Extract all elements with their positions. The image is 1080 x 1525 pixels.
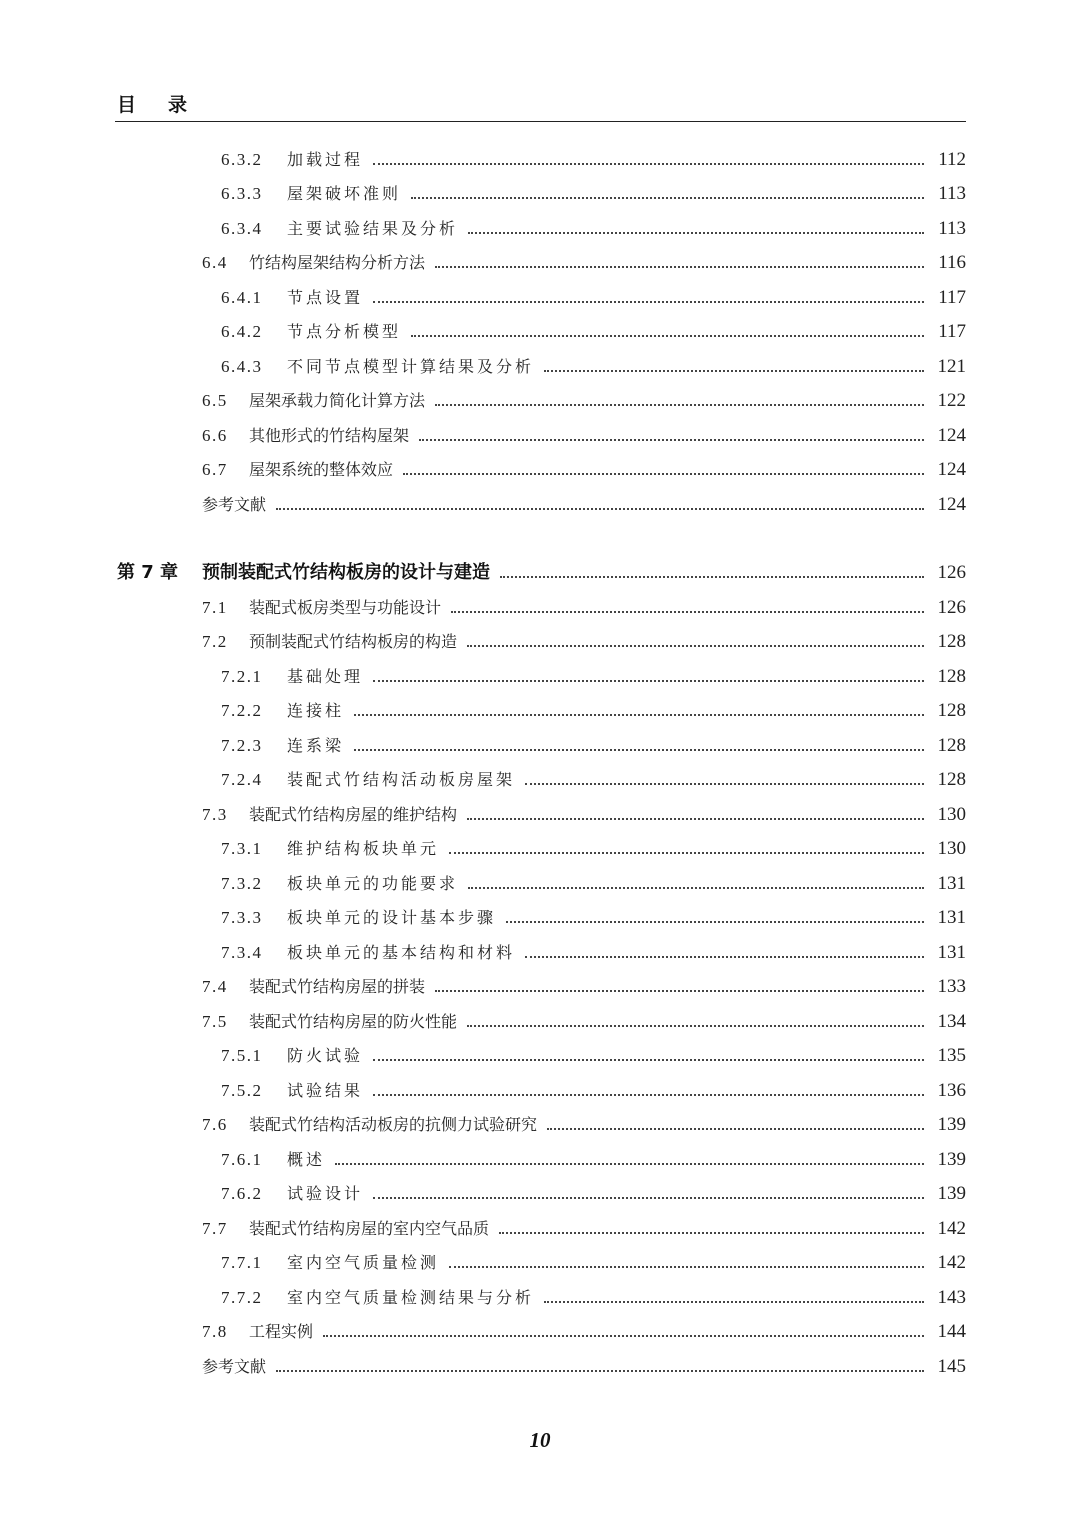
dot-leader bbox=[354, 714, 924, 716]
section-number: 7.2.3 bbox=[221, 736, 263, 755]
page-number: 142 bbox=[937, 1218, 966, 1239]
dot-leader bbox=[451, 611, 924, 613]
section-title: 主要试验结果及分析 bbox=[287, 219, 459, 238]
page-number: 126 bbox=[937, 562, 966, 583]
section-number: 6.3.3 bbox=[221, 184, 263, 203]
section-title: 试验设计 bbox=[287, 1184, 364, 1203]
header-divider bbox=[115, 121, 966, 122]
section-title: 板块单元的功能要求 bbox=[287, 874, 459, 893]
toc-entry-7-3-1[interactable] bbox=[221, 831, 966, 861]
section-title: 装配式竹结构房屋的室内空气品质 bbox=[249, 1219, 490, 1238]
page-number: 135 bbox=[937, 1045, 966, 1066]
dot-leader bbox=[373, 1197, 924, 1199]
section-title: 其他形式的竹结构屋架 bbox=[249, 426, 410, 445]
dot-leader bbox=[335, 1163, 924, 1165]
section-number: 6.4 bbox=[202, 253, 228, 272]
section-number: 6.4.3 bbox=[221, 357, 263, 376]
page-number: 139 bbox=[937, 1114, 966, 1135]
page-header-title: 目录 bbox=[117, 94, 220, 116]
page-number: 133 bbox=[937, 976, 966, 997]
dot-leader bbox=[499, 1232, 924, 1234]
toc-entry-7-3-2[interactable] bbox=[221, 866, 966, 896]
section-title: 试验结果 bbox=[287, 1081, 364, 1100]
section-number: 7.6.2 bbox=[221, 1184, 263, 1203]
section-title: 屋架承载力简化计算方法 bbox=[249, 391, 426, 410]
section-title: 屋架系统的整体效应 bbox=[249, 460, 394, 479]
chapter-number: 第 7 章 bbox=[117, 562, 179, 583]
page-number: 128 bbox=[937, 666, 966, 687]
toc-entry-7-6-2[interactable] bbox=[221, 1176, 966, 1206]
section-title: 板块单元的设计基本步骤 bbox=[287, 908, 497, 927]
section-number: 6.3.4 bbox=[221, 219, 263, 238]
dot-leader bbox=[449, 852, 924, 854]
page-number: 128 bbox=[937, 700, 966, 721]
section-number: 7.5 bbox=[202, 1012, 228, 1031]
toc-entry-6-7[interactable] bbox=[202, 452, 966, 482]
dot-leader bbox=[506, 921, 924, 923]
dot-leader bbox=[544, 370, 924, 372]
section-number: 7.3.3 bbox=[221, 908, 263, 927]
section-title: 装配式竹结构房屋的拼装 bbox=[249, 977, 426, 996]
dot-leader bbox=[435, 404, 924, 406]
page-number: 134 bbox=[937, 1011, 966, 1032]
page-number: 131 bbox=[937, 873, 966, 894]
section-title: 连接柱 bbox=[287, 701, 345, 720]
section-number: 7.3.4 bbox=[221, 943, 263, 962]
page-number: 124 bbox=[937, 425, 966, 446]
dot-leader bbox=[373, 680, 924, 682]
page-number: 130 bbox=[937, 804, 966, 825]
footer-page-number: 10 bbox=[529, 1428, 551, 1452]
section-number: 6.6 bbox=[202, 426, 228, 445]
page-number: 128 bbox=[937, 735, 966, 756]
toc-entry-7-2-3[interactable] bbox=[221, 728, 966, 758]
page-number: 130 bbox=[937, 838, 966, 859]
dot-leader bbox=[373, 1059, 924, 1061]
page-number: 126 bbox=[937, 597, 966, 618]
toc-entry-7-2-2[interactable] bbox=[221, 693, 966, 723]
section-number: 6.7 bbox=[202, 460, 228, 479]
toc-entry-chapter-7[interactable] bbox=[117, 555, 966, 585]
section-title: 概述 bbox=[287, 1150, 326, 1169]
dot-leader bbox=[435, 990, 924, 992]
dot-leader bbox=[411, 335, 924, 337]
page-number: 139 bbox=[937, 1183, 966, 1204]
section-title: 维护结构板块单元 bbox=[287, 839, 440, 858]
dot-leader bbox=[276, 508, 924, 510]
section-number: 7.3 bbox=[202, 805, 228, 824]
dot-leader bbox=[323, 1335, 924, 1337]
toc-entry-6-4[interactable] bbox=[202, 245, 966, 275]
section-number: 7.3.1 bbox=[221, 839, 263, 858]
dot-leader bbox=[467, 818, 924, 820]
page-number: 136 bbox=[937, 1080, 966, 1101]
section-number: 7.1 bbox=[202, 598, 228, 617]
page-number: 122 bbox=[937, 390, 966, 411]
page-number: 124 bbox=[937, 494, 966, 515]
toc-entry-7-4[interactable] bbox=[202, 969, 966, 999]
dot-leader bbox=[373, 1094, 924, 1096]
section-title: 工程实例 bbox=[249, 1322, 314, 1341]
toc-entry-7-3-4[interactable] bbox=[221, 935, 966, 965]
toc-entry-6-4-2[interactable] bbox=[221, 314, 966, 344]
dot-leader bbox=[467, 645, 924, 647]
dot-leader bbox=[373, 301, 924, 303]
dot-leader bbox=[525, 956, 924, 958]
toc-entry-references-ch6[interactable] bbox=[202, 487, 966, 517]
toc-entry-6-4-1[interactable] bbox=[221, 280, 966, 310]
section-number: 7.8 bbox=[202, 1322, 228, 1341]
toc-entry-7-6[interactable] bbox=[202, 1107, 966, 1137]
section-title: 竹结构屋架结构分析方法 bbox=[249, 253, 426, 272]
dot-leader bbox=[500, 576, 924, 578]
section-number: 7.2.2 bbox=[221, 701, 263, 720]
dot-leader bbox=[468, 887, 924, 889]
section-number: 7.2.1 bbox=[221, 667, 263, 686]
section-number: 6.5 bbox=[202, 391, 228, 410]
section-title: 装配式竹结构活动板房的抗侧力试验研究 bbox=[249, 1115, 538, 1134]
toc-entry-7-2-1[interactable] bbox=[221, 659, 966, 689]
section-number: 7.7.1 bbox=[221, 1253, 263, 1272]
section-number: 7.6 bbox=[202, 1115, 228, 1134]
toc-entry-7-3[interactable] bbox=[202, 797, 966, 827]
toc-entry-6-3-2[interactable] bbox=[221, 142, 966, 172]
section-number: 7.6.1 bbox=[221, 1150, 263, 1169]
dot-leader bbox=[435, 266, 924, 268]
section-title: 不同节点模型计算结果及分析 bbox=[287, 357, 535, 376]
section-number: 7.3.2 bbox=[221, 874, 263, 893]
toc-entry-7-6-1[interactable] bbox=[221, 1142, 966, 1172]
toc-entry-7-5-1[interactable] bbox=[221, 1038, 966, 1068]
dot-leader bbox=[544, 1301, 924, 1303]
section-title: 基础处理 bbox=[287, 667, 364, 686]
section-title: 加载过程 bbox=[287, 150, 364, 169]
section-title: 装配式竹结构房屋的防火性能 bbox=[249, 1012, 458, 1031]
page-number: 112 bbox=[938, 149, 966, 170]
toc-entry-7-5-2[interactable] bbox=[221, 1073, 966, 1103]
page-number: 113 bbox=[938, 218, 966, 239]
section-title: 板块单元的基本结构和材料 bbox=[287, 943, 516, 962]
section-number: 7.5.2 bbox=[221, 1081, 263, 1100]
page-number: 145 bbox=[937, 1356, 966, 1377]
section-title: 参考文献 bbox=[202, 1357, 267, 1376]
toc-entry-6-5[interactable] bbox=[202, 383, 966, 413]
toc-entry-6-6[interactable] bbox=[202, 418, 966, 448]
page-number: 113 bbox=[938, 183, 966, 204]
page-number: 131 bbox=[937, 942, 966, 963]
dot-leader bbox=[449, 1266, 924, 1268]
dot-leader bbox=[411, 197, 924, 199]
section-number: 7.7.2 bbox=[221, 1288, 263, 1307]
section-number: 7.2 bbox=[202, 632, 228, 651]
dot-leader bbox=[403, 473, 924, 475]
section-number: 7.7 bbox=[202, 1219, 228, 1238]
toc-entry-7-7-1[interactable] bbox=[221, 1245, 966, 1275]
page-number: 117 bbox=[938, 287, 966, 308]
page-number: 117 bbox=[938, 321, 966, 342]
section-title: 屋架破坏准则 bbox=[287, 184, 402, 203]
chapter-title: 预制装配式竹结构板房的设计与建造 bbox=[202, 562, 490, 583]
section-title: 防火试验 bbox=[287, 1046, 364, 1065]
section-title: 装配式竹结构房屋的维护结构 bbox=[249, 805, 458, 824]
toc-entry-7-8[interactable] bbox=[202, 1314, 966, 1344]
page-number: 144 bbox=[937, 1321, 966, 1342]
page-number: 131 bbox=[937, 907, 966, 928]
section-title: 节点设置 bbox=[287, 288, 364, 307]
page-number: 143 bbox=[937, 1287, 966, 1308]
toc-entry-7-1[interactable] bbox=[202, 590, 966, 620]
section-title: 参考文献 bbox=[202, 495, 267, 514]
section-number: 7.2.4 bbox=[221, 770, 263, 789]
section-title: 节点分析模型 bbox=[287, 322, 402, 341]
section-number: 7.4 bbox=[202, 977, 228, 996]
page-number: 116 bbox=[938, 252, 966, 273]
section-number: 6.3.2 bbox=[221, 150, 263, 169]
page-number: 124 bbox=[937, 459, 966, 480]
dot-leader bbox=[467, 1025, 924, 1027]
dot-leader bbox=[354, 749, 924, 751]
dot-leader bbox=[547, 1128, 924, 1130]
toc-entry-7-7[interactable] bbox=[202, 1211, 966, 1241]
dot-leader bbox=[276, 1370, 924, 1372]
page-number: 142 bbox=[937, 1252, 966, 1273]
section-number: 7.5.1 bbox=[221, 1046, 263, 1065]
toc-entry-6-3-3[interactable] bbox=[221, 176, 966, 206]
toc-entry-7-2-4[interactable] bbox=[221, 762, 966, 792]
section-title: 预制装配式竹结构板房的构造 bbox=[249, 632, 458, 651]
toc-entry-7-3-3[interactable] bbox=[221, 900, 966, 930]
section-title: 连系梁 bbox=[287, 736, 345, 755]
section-title: 装配式竹结构活动板房屋架 bbox=[287, 770, 516, 789]
dot-leader bbox=[468, 232, 924, 234]
toc-entry-7-5[interactable] bbox=[202, 1004, 966, 1034]
toc-entry-7-7-2[interactable] bbox=[221, 1280, 966, 1310]
page-number: 128 bbox=[937, 769, 966, 790]
dot-leader bbox=[525, 783, 924, 785]
page-number: 139 bbox=[937, 1149, 966, 1170]
toc-entry-7-2[interactable] bbox=[202, 624, 966, 654]
section-number: 6.4.2 bbox=[221, 322, 263, 341]
section-title: 装配式板房类型与功能设计 bbox=[249, 598, 442, 617]
toc-entry-6-4-3[interactable] bbox=[221, 349, 966, 379]
section-number: 6.4.1 bbox=[221, 288, 263, 307]
section-title: 室内空气质量检测结果与分析 bbox=[287, 1288, 535, 1307]
toc-entry-6-3-4[interactable] bbox=[221, 211, 966, 241]
toc-entry-references-ch7[interactable] bbox=[202, 1349, 966, 1379]
page-number: 121 bbox=[937, 356, 966, 377]
page-number: 128 bbox=[937, 631, 966, 652]
dot-leader bbox=[373, 163, 924, 165]
dot-leader bbox=[419, 439, 924, 441]
section-title: 室内空气质量检测 bbox=[287, 1253, 440, 1272]
